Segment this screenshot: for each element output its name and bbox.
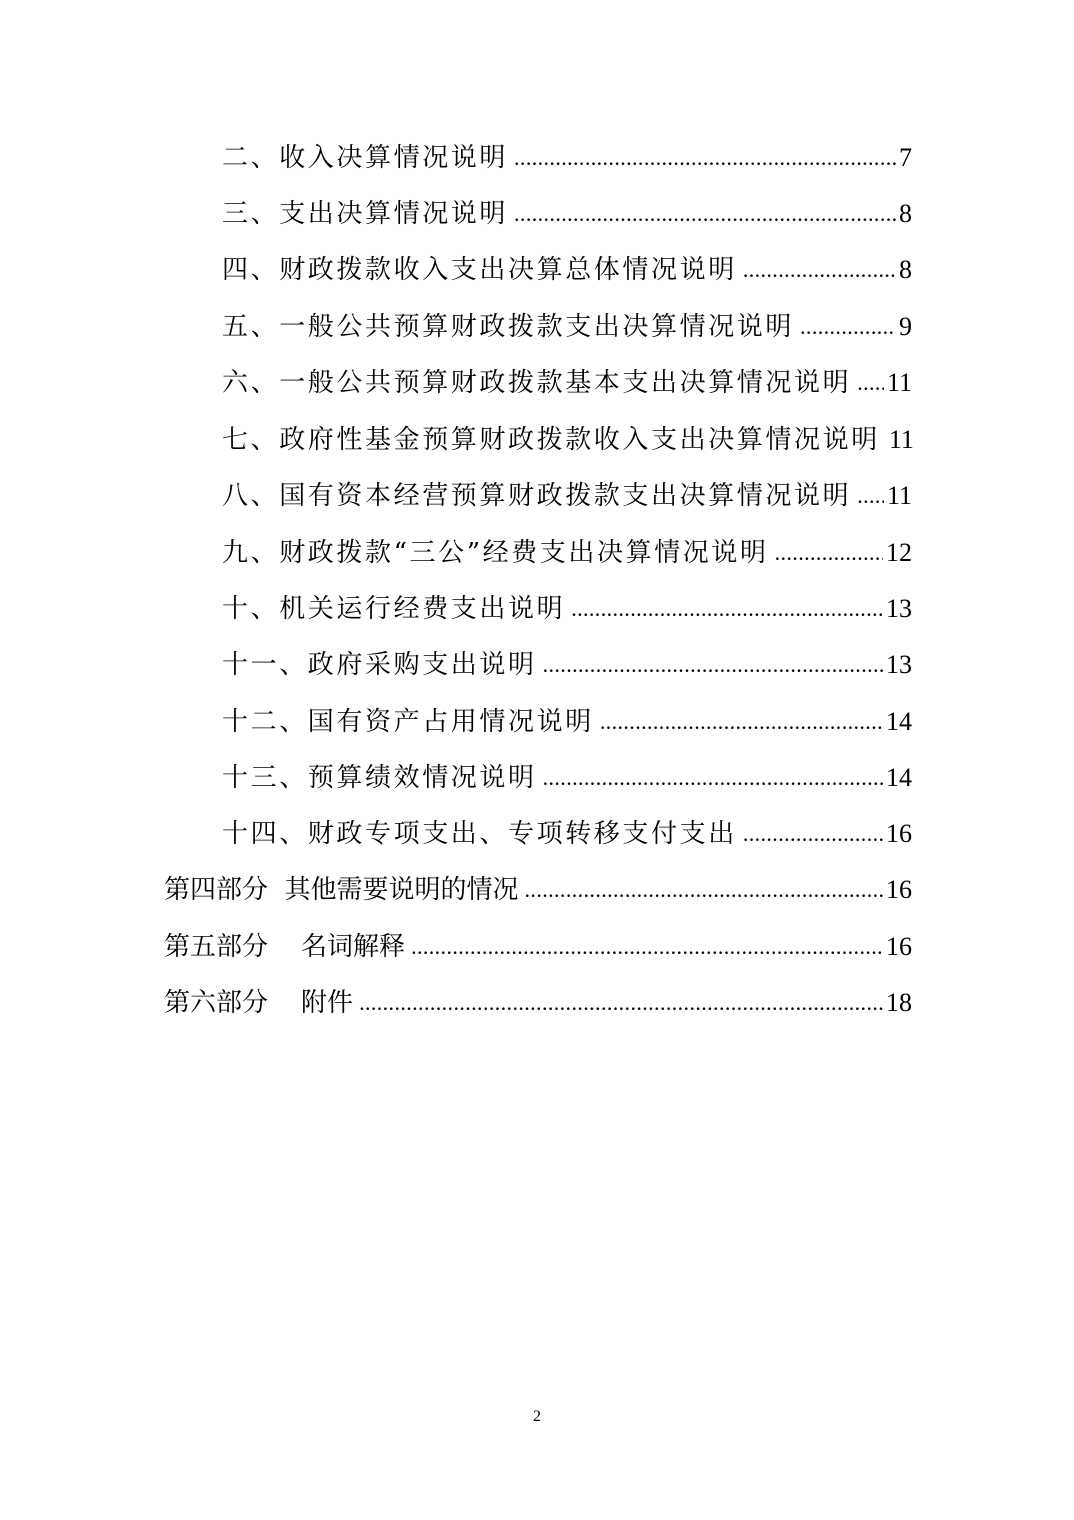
toc-entry-page: 12	[886, 538, 912, 567]
toc-entry-income-final-accounts[interactable]	[222, 138, 912, 178]
toc-dot-leader	[743, 250, 896, 290]
toc-entry-government-procurement[interactable]	[222, 645, 912, 685]
toc-entry-page: 11	[886, 481, 912, 510]
toc-entry-special-transfer-payments[interactable]	[222, 814, 912, 854]
toc-entry-budget-performance[interactable]	[222, 758, 912, 798]
toc-entry-title: 五、一般公共预算财政拨款支出决算情况说明	[222, 312, 795, 342]
toc-entry-general-budget-basic-expenditure[interactable]	[222, 363, 912, 403]
toc-entry-page: 9	[899, 312, 912, 341]
toc-entry-state-assets[interactable]	[222, 702, 912, 742]
toc-entry-title: 四、财政拨款收入支出决算总体情况说明	[222, 255, 737, 285]
toc-entry-part-four[interactable]	[164, 870, 912, 910]
toc-entry-fiscal-appropriation-overall[interactable]	[222, 250, 912, 290]
toc-entry-title: 第四部分 其他需要说明的情况	[164, 875, 519, 905]
toc-entry-page: 14	[886, 707, 912, 736]
toc-entry-expenditure-final-accounts[interactable]	[222, 194, 912, 234]
toc-entry-general-budget-expenditure[interactable]	[222, 307, 912, 347]
toc-dot-leader	[743, 814, 883, 854]
toc-entry-page: 8	[899, 199, 912, 228]
toc-entry-title: 十、机关运行经费支出说明	[222, 594, 566, 624]
toc-entry-title: 六、一般公共预算财政拨款基本支出决算情况说明	[222, 368, 852, 398]
toc-entry-page: 13	[886, 650, 912, 679]
toc-entry-state-capital-budget[interactable]	[222, 476, 912, 516]
toc-entry-page: 8	[899, 255, 912, 284]
toc-entry-part-six[interactable]	[164, 983, 912, 1023]
toc-entry-title: 七、政府性基金预算财政拨款收入支出决算情况说明	[222, 425, 880, 455]
toc-dot-leader	[800, 307, 896, 347]
toc-dot-leader	[514, 138, 896, 178]
toc-dot-leader	[411, 927, 883, 967]
toc-entry-title: 十一、政府采购支出说明	[222, 650, 537, 680]
toc-entry-page: 7	[899, 143, 912, 172]
toc-entry-title: 第六部分 附件	[164, 988, 354, 1018]
toc-dot-leader	[543, 758, 883, 798]
toc-entry-title: 二、收入决算情况说明	[222, 143, 509, 173]
toc-entry-page: 11	[888, 425, 914, 454]
toc-dot-leader	[525, 870, 883, 910]
toc-entry-three-public-expenses[interactable]	[222, 533, 912, 573]
toc-entry-page: 13	[886, 594, 912, 623]
toc-dot-leader	[775, 533, 883, 573]
toc-entry-page: 14	[886, 763, 912, 792]
toc-entry-title: 三、支出决算情况说明	[222, 199, 509, 229]
toc-entry-government-fund-budget[interactable]	[222, 420, 912, 460]
toc-entry-title: 九、财政拨款“三公”经费支出决算情况说明	[222, 538, 769, 568]
toc-dot-leader	[514, 194, 896, 234]
toc-dot-leader	[359, 983, 883, 1023]
toc-entry-title: 十三、预算绩效情况说明	[222, 763, 537, 793]
toc-entry-agency-operating-expenses[interactable]	[222, 589, 912, 629]
toc-entry-title: 第五部分 名词解释	[164, 932, 406, 962]
toc-entry-part-five[interactable]	[164, 927, 912, 967]
toc-entry-page: 11	[886, 368, 912, 397]
toc-entry-title: 十二、国有资产占用情况说明	[222, 707, 594, 737]
toc-dot-leader	[857, 363, 884, 403]
toc-entry-page: 16	[886, 932, 912, 961]
toc-dot-leader	[857, 476, 884, 516]
page-number: 2	[533, 1408, 541, 1425]
toc-entry-page: 18	[886, 988, 912, 1017]
toc-dot-leader	[571, 589, 883, 629]
toc-entry-title: 八、国有资本经营预算财政拨款支出决算情况说明	[222, 481, 852, 511]
toc-dot-leader	[600, 702, 883, 742]
toc-entry-title: 十四、财政专项支出、专项转移支付支出	[222, 819, 737, 849]
toc-dot-leader	[543, 645, 883, 685]
toc-entry-page: 16	[886, 819, 912, 848]
toc-entry-page: 16	[886, 875, 912, 904]
